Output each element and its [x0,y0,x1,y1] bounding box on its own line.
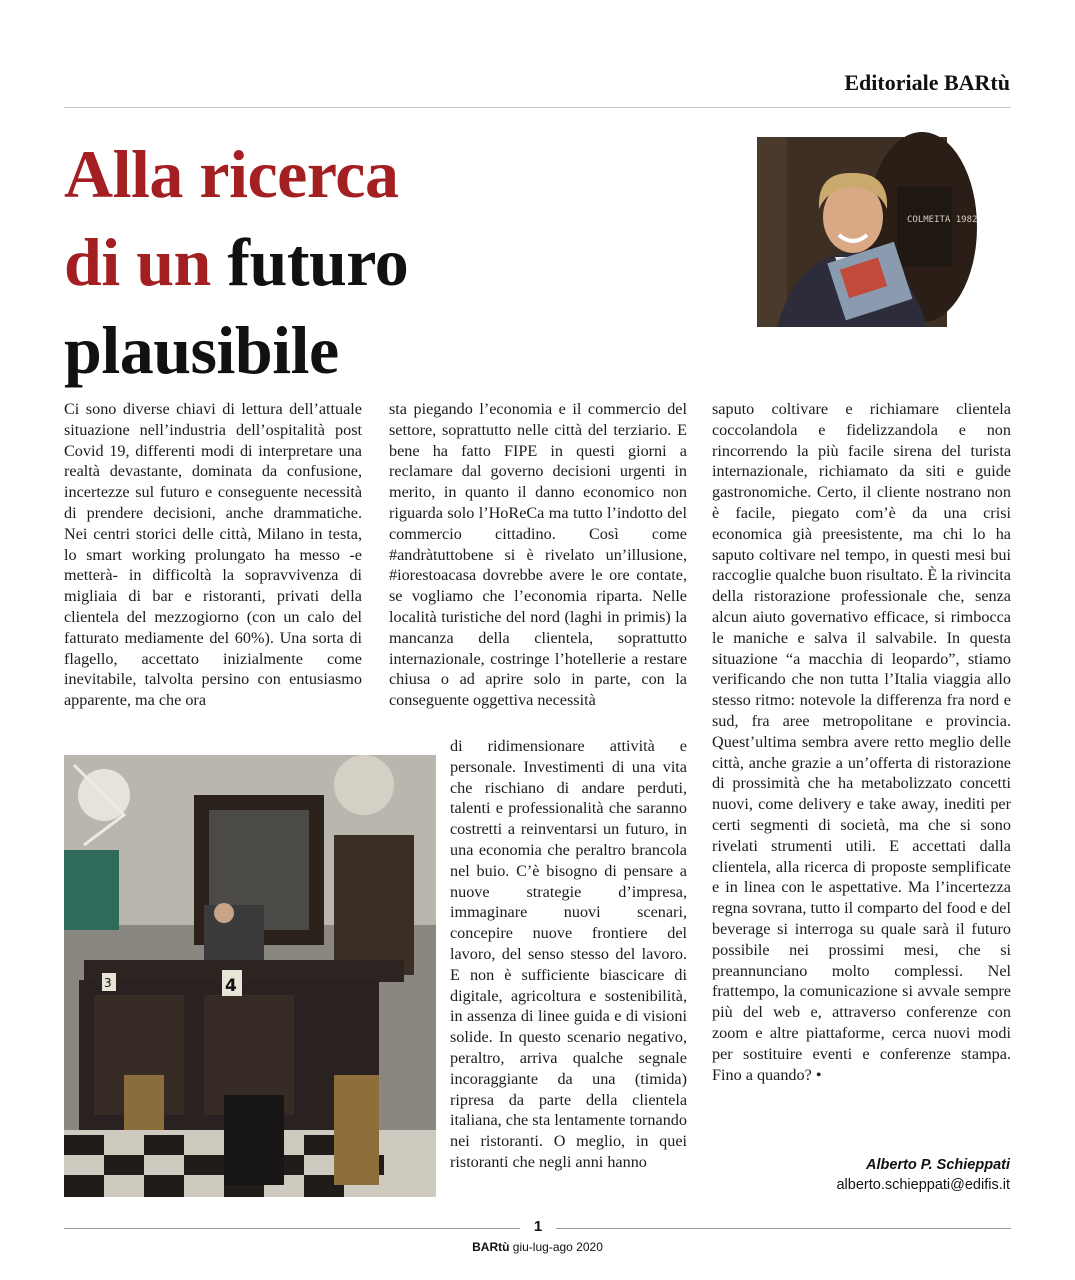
body-column-1 [64,399,362,711]
counter-number: 4 [225,976,237,996]
issue-date: giu-lug-ago 2020 [512,1240,603,1254]
body-text: saputo coltivare e richiamare clientela coccolandola e fidelizzandola e non rincorrendo la più facile sirena del turista internazionale, richiamato da siti e guide gastronomiche. Certo, il cliente nostrano non è facile, piegato com’è da una crisi economica già preesistente, ma chi lo ha saputo coltivare nel tempo, in questi mesi bui raccoglie qualche buon risultato. È la rivincita della ristorazione professionale che, senza alcun aiuto governativo efficace, si rimbocca le maniche e salva il salvabile. In questa situazione “a macchia di leopardo”, stiamo verificando che non tutta l’Italia viaggia allo stesso ritmo: notevole la differenza fra nord e sud, fra aree metropolitane e provincia. Quest’ultima sembra avere retto meglio delle città, anche grazie a un’offerta di ristorazione di prossimità che ha metabolizzato concetti nuovi, come delivery e take away, inediti per certi segmenti di società, ma che si sono rivelati strumenti utili. E accettati dalla clientela, alla ricerca di proposte semplificate e in linea con le aspettative. Ma l’incertezza regna sovrana, tutto il comparto del food e del beverage si interroga su quale sarà il futuro possibile nei prossimi mesi, che si preannunciano molto complessi. Nel frattempo, la comunicazione si avvale sempre più del web e, attraverso conferenze con zoom e altre piattaforme, cerca nuovi modi per sostituire eventi e conferenze stampa. Fino a quando? • [712,400,1011,1084]
author-name: Alberto P. Schieppati [866,1157,1010,1173]
body-text: sta piegando l’economia e il commercio del settore, soprattutto nelle città del terziario. E bene ha fatto FIPE in questi giorni a reclamare dal governo decisioni urgenti in merito, in quanto il danno economico non riguarda solo l’HoReCa ma tutto l’indotto del commercio cittadino. Così come #andràtuttobene si è rivelato un’illusione, #iorestoacasa dovrebbe avere le ore contate, se vogliamo che l’economia riparta. Nelle località turistiche del nord (laghi in primis) la mancanza della clientela, soprattutto internazionale, costringe l’hotellerie a restare chiusa o ad aprire solo in parte, con la conseguente oggettiva necessità [389,400,687,710]
footer-divider-left [64,1228,520,1229]
headline [64,130,624,394]
footer-line [0,1240,1075,1254]
author-portrait [757,137,978,327]
counter-number: 3 [104,976,112,990]
section-label: Editoriale BARtù [844,70,1010,95]
magazine-name: BARtù [472,1240,510,1254]
bar-interior-photo [64,755,436,1197]
body-text: Ci sono diverse chiavi di lettura dell’attuale situazione nell’industria dell’ospitalità post Covid 19, differenti modi di interpretare una realtà devastante, dominata da confusione, incertezze sul futuro e conseguente necessità di prendere decisioni, anche drammatiche. Nei centri storici delle città, Milano in testa, lo smart working prolungato ha messo -e metterà- in difficoltà la sopravvivenza di migliaia di bar e ristoranti, privati della clientela del mezzogiorno (con un calo del fatturato mediamente del 60%). Una sorta di flagello, accettato inizialmente come inevitabile, talvolta persino con entusiasmo apparente, ma che ora [64,400,362,710]
page-number: 1 [533,1218,543,1235]
body-text: di ridimensionare attività e personale. Investimenti di una vita che rischiano di andare perduti, talenti e professionalità che saranno costretti a reinventarsi un futuro, in una economia che peraltro brancola nel buio. C’è bisogno di pensare a nuove strategie d’impresa, immaginare nuovi scenari, concepire nuove frontiere del lavoro, del senso stesso del lavoro. E non è sufficiente biascicare di digitale, agricoltura e sostenibilità, in assenza di linee guida e di visioni solide. In questo scenario negativo, peraltro, arriva qualche segnale incoraggiante da una (timida) ripresa da parte della clientela italiana, che sta lentamente tornando nei ristoranti. O meglio, in quei ristoranti che negli anni hanno [450,737,687,1171]
headline-red-part: Alla ricerca di un [64,136,399,300]
body-column-2-bottom [450,736,687,1173]
top-divider [64,107,1011,108]
body-column-3 [712,399,1011,1085]
body-column-2-top [389,399,687,711]
footer-divider-right [556,1228,1011,1229]
author-email: alberto.schieppati@edifis.it [836,1177,1010,1193]
headline-black-part: futuro plausibile [64,224,409,388]
cask-text: COLMEITA 1982 [907,215,978,225]
